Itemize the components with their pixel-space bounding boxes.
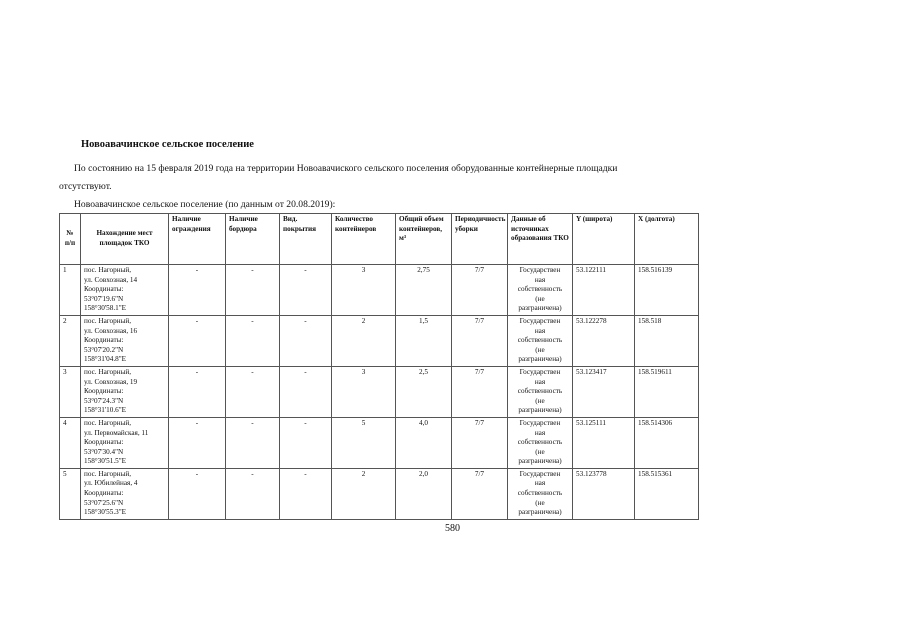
location-cell-line: Координаты: [84, 438, 124, 447]
longitude-cell: 158.515361 [635, 468, 699, 519]
cover-cell: - [280, 315, 332, 366]
header-count: Количество контейнеров [332, 214, 396, 265]
fence-cell: - [169, 417, 226, 468]
owner-cell-line: ная [534, 275, 546, 284]
owner-cell-line: разграничена) [518, 304, 562, 313]
page-number: 580 [445, 523, 460, 534]
volume-cell: 2,0 [396, 468, 452, 519]
header-longitude: X (долгота) [635, 214, 699, 265]
latitude-cell: 53.125111 [573, 417, 635, 468]
location-cell-line: Координаты: [84, 387, 124, 396]
owner-cell-line: ная [534, 479, 546, 488]
owner-cell [508, 468, 573, 519]
owner-cell-line: ная [534, 326, 546, 335]
longitude-cell: 158.519611 [635, 366, 699, 417]
owner-cell [508, 315, 573, 366]
section-heading: Новоавачинское сельское поселение [81, 139, 254, 150]
longitude-cell: 158.514306 [635, 417, 699, 468]
location-cell [81, 468, 169, 519]
owner-cell-line: Государствен [519, 367, 561, 376]
volume-cell: 4,0 [396, 417, 452, 468]
owner-cell-line: Государствен [519, 418, 561, 427]
location-cell-line: Координаты: [84, 285, 124, 294]
header-cover: Вид. покрытия [280, 214, 332, 265]
cover-cell: - [280, 417, 332, 468]
location-cell-line: 158°31'10.6"E [84, 406, 127, 415]
container-count-cell: 3 [332, 366, 396, 417]
owner-cell-line: Государствен [519, 469, 561, 478]
row-number: 2 [60, 315, 81, 366]
header-fence: Наличие ограждения [169, 214, 226, 265]
row-number: 3 [60, 366, 81, 417]
period-cell: 7/7 [452, 417, 508, 468]
location-cell-line: пос. Нагорный, [84, 266, 132, 274]
owner-cell-line: разграничена) [518, 406, 562, 415]
owner-cell [508, 265, 573, 316]
location-cell-line: 158°30'51.5"E [84, 457, 127, 466]
location-cell-line: пос. Нагорный, [84, 367, 132, 376]
curb-cell: - [226, 265, 280, 316]
volume-cell: 1,5 [396, 315, 452, 366]
owner-cell-line: разграничена) [518, 355, 562, 364]
header-latitude: Y (широта) [573, 214, 635, 265]
owner-cell-line: собственность [517, 285, 563, 294]
owner-cell-line: Государствен [519, 316, 561, 325]
location-cell [81, 366, 169, 417]
header-owner: Данные об источниках образования ТКО [508, 214, 573, 265]
owner-cell-line: (не [535, 396, 545, 405]
owner-cell-line: разграничена) [518, 508, 562, 517]
period-cell: 7/7 [452, 468, 508, 519]
table-caption: Новоавачинское сельское поселение (по данным от 20.08.2019): [74, 199, 336, 210]
owner-cell-line: ная [534, 377, 546, 386]
table-row [60, 468, 699, 519]
owner-cell-line: (не [535, 345, 545, 354]
container-sites-table [59, 213, 699, 520]
location-cell-line: пос. Нагорный, [84, 316, 132, 325]
location-cell-line: 53°07'20.2"N [84, 345, 124, 354]
longitude-cell: 158.516139 [635, 265, 699, 316]
curb-cell: - [226, 315, 280, 366]
header-number: № п/п [60, 214, 81, 265]
fence-cell: - [169, 315, 226, 366]
owner-cell-line: собственность [517, 489, 563, 498]
owner-cell-line: собственность [517, 387, 563, 396]
container-count-cell: 3 [332, 265, 396, 316]
location-cell-line: 158°30'58.1"E [84, 304, 127, 313]
location-cell [81, 265, 169, 316]
cover-cell: - [280, 468, 332, 519]
period-cell: 7/7 [452, 366, 508, 417]
intro-paragraph-continuation: отсутствуют. [59, 181, 112, 192]
owner-cell-line: ная [534, 428, 546, 437]
owner-cell-line: собственность [517, 336, 563, 345]
cover-cell: - [280, 265, 332, 316]
table-row [60, 265, 699, 316]
location-cell-line: 53°07'25.6"N [84, 498, 124, 507]
header-volume: Общий объем контейнеров, м³ [396, 214, 452, 265]
location-cell-line: Координаты: [84, 489, 124, 498]
owner-cell-line: разграничена) [518, 457, 562, 466]
row-number: 5 [60, 468, 81, 519]
latitude-cell: 53.123778 [573, 468, 635, 519]
table-row [60, 315, 699, 366]
longitude-cell: 158.518 [635, 315, 699, 366]
curb-cell: - [226, 417, 280, 468]
curb-cell: - [226, 468, 280, 519]
container-count-cell: 2 [332, 315, 396, 366]
curb-cell: - [226, 366, 280, 417]
location-cell-line: пос. Нагорный, [84, 418, 132, 427]
owner-cell-line: (не [535, 498, 545, 507]
fence-cell: - [169, 366, 226, 417]
location-cell-line: Координаты: [84, 336, 124, 345]
volume-cell: 2,5 [396, 366, 452, 417]
latitude-cell: 53.122278 [573, 315, 635, 366]
header-period: Периодичность уборки [452, 214, 508, 265]
location-cell-line: 53°07'19.6"N [84, 294, 124, 303]
header-location: Нахождение мест площадок ТКО [81, 214, 169, 265]
location-cell-line: пос. Нагорный, [84, 469, 132, 478]
period-cell: 7/7 [452, 315, 508, 366]
owner-cell-line: собственность [517, 438, 563, 447]
location-cell-line: 53°07'30.4"N [84, 447, 124, 456]
latitude-cell: 53.122111 [573, 265, 635, 316]
owner-cell-line: Государствен [519, 266, 561, 274]
fence-cell: - [169, 468, 226, 519]
location-cell-line: 158°30'55.3"E [84, 508, 127, 517]
owner-cell-line: (не [535, 294, 545, 303]
location-cell-line: ул. Первомайская, 11 [84, 428, 149, 437]
container-count-cell: 2 [332, 468, 396, 519]
location-cell-line: 53°07'24.3"N [84, 396, 124, 405]
row-number: 4 [60, 417, 81, 468]
location-cell-line: ул. Юбилейная, 4 [84, 479, 138, 488]
header-curb: Наличие бордюра [226, 214, 280, 265]
fence-cell: - [169, 265, 226, 316]
owner-cell-line: (не [535, 447, 545, 456]
period-cell: 7/7 [452, 265, 508, 316]
table-header-row [60, 214, 699, 265]
volume-cell: 2,75 [396, 265, 452, 316]
location-cell-line: ул. Совхозная, 14 [84, 275, 138, 284]
table-row [60, 366, 699, 417]
latitude-cell: 53.123417 [573, 366, 635, 417]
location-cell-line: ул. Совхозная, 16 [84, 326, 138, 335]
location-cell-line: 158°31'04.8"E [84, 355, 127, 364]
container-count-cell: 5 [332, 417, 396, 468]
location-cell [81, 315, 169, 366]
cover-cell: - [280, 366, 332, 417]
owner-cell [508, 366, 573, 417]
intro-paragraph: По состоянию на 15 февраля 2019 года на территории Новоавачиского сельского поселения оборудованные контейнерные площадки [74, 163, 618, 174]
owner-cell [508, 417, 573, 468]
table-row [60, 417, 699, 468]
row-number: 1 [60, 265, 81, 316]
location-cell [81, 417, 169, 468]
location-cell-line: ул. Совхозная, 19 [84, 377, 138, 386]
